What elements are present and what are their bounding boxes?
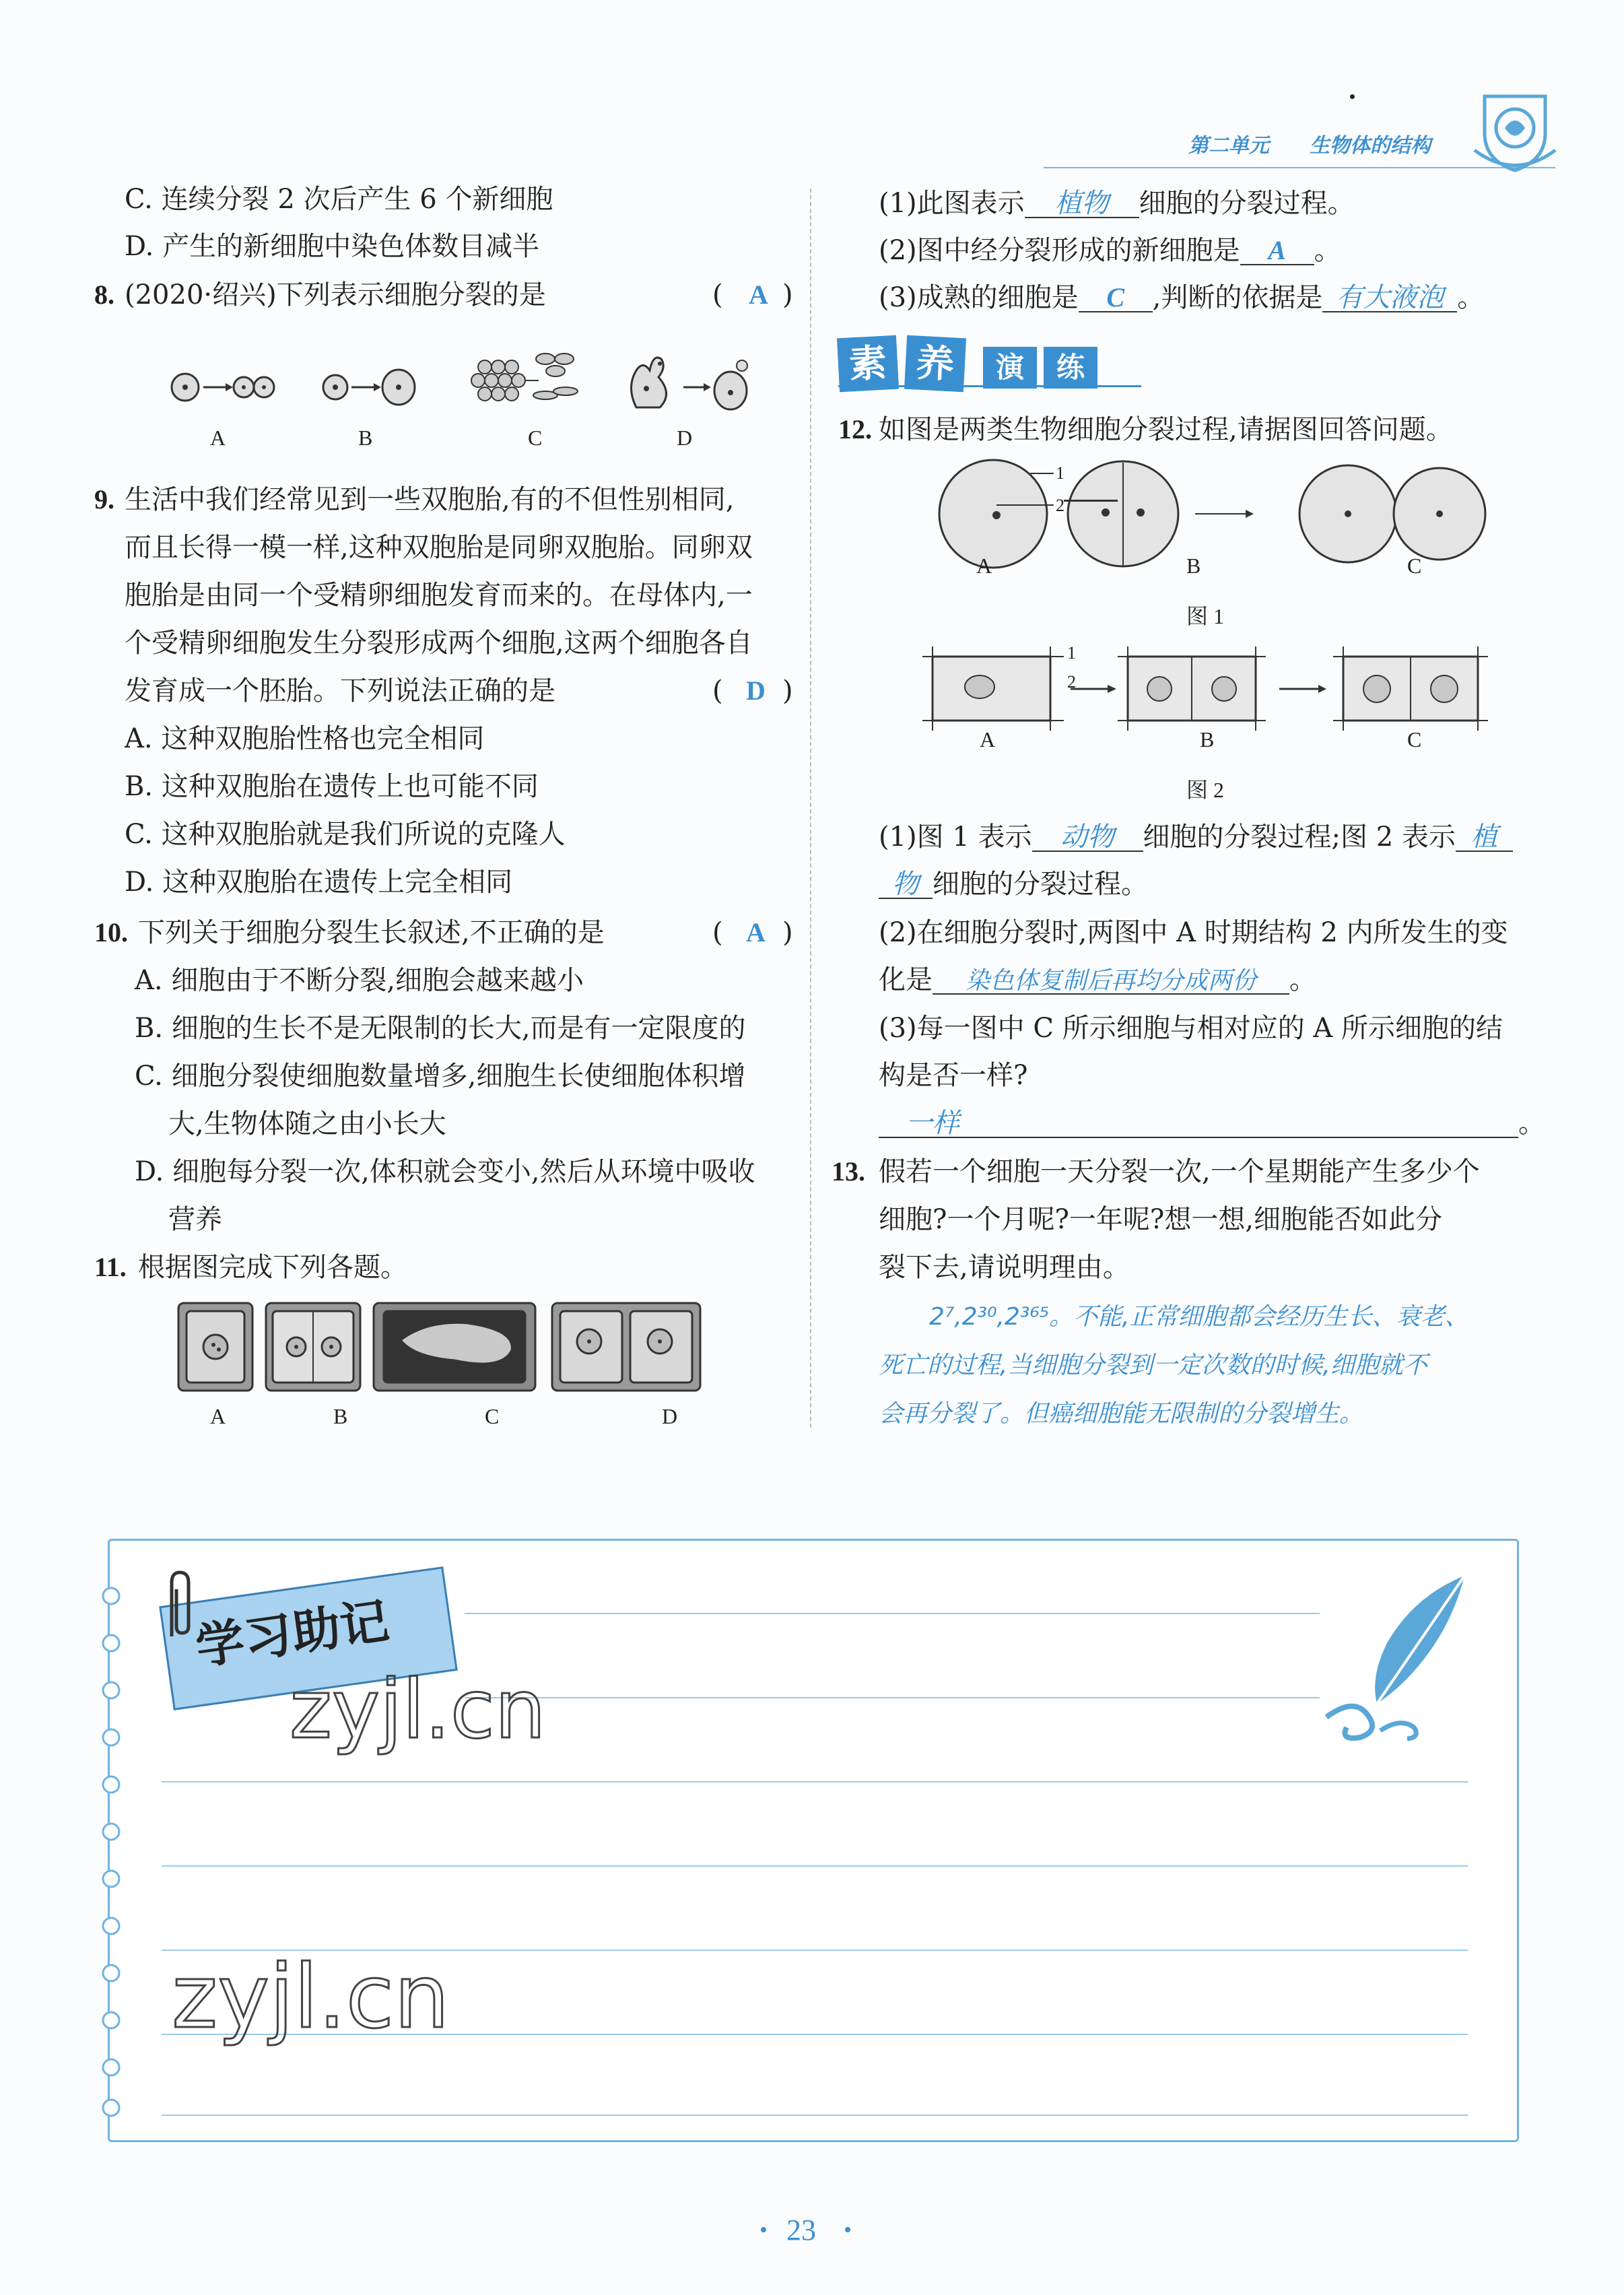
notes-line-3 xyxy=(162,1781,1468,1783)
watermark-2: zyjl.cn xyxy=(172,1945,450,2048)
q8-answer: A xyxy=(749,279,768,310)
q12-fig1-label-b: B xyxy=(1186,554,1201,578)
q7-option-d: D. 产生的新细胞中染色体数目减半 xyxy=(125,231,540,262)
q10-option-d-cont: 营养 xyxy=(168,1204,222,1235)
q12-fig2-label-c: C xyxy=(1407,727,1422,752)
q12-sub1 xyxy=(879,824,1513,852)
q11-label-d: D xyxy=(662,1404,678,1428)
notes-label: 学习助记 xyxy=(192,1592,393,1675)
q12-sub3-line-3 xyxy=(879,1110,1545,1138)
column-divider xyxy=(810,189,811,1428)
watermark-1: zyjl.cn xyxy=(290,1663,546,1757)
q12-fig2-label-b: B xyxy=(1200,727,1215,752)
banner-block-4: 练 xyxy=(1044,347,1097,389)
q10-paren-left: ( xyxy=(712,917,723,948)
q10-paren-right: ) xyxy=(782,917,793,948)
q8-label-b: B xyxy=(358,426,373,450)
q12-sub1-answer-2a: 植 xyxy=(1456,824,1513,852)
q12-fig1-pointer-1: 1 xyxy=(1056,463,1064,483)
q12-sub1-cont xyxy=(879,871,1148,899)
q9-paren-left: ( xyxy=(712,675,723,706)
q11-sub3 xyxy=(879,284,1484,312)
q13-line-3: 裂下去,请说明理由。 xyxy=(879,1252,1130,1283)
q12-fig2-label-a: A xyxy=(980,727,996,752)
banner-block-3: 演 xyxy=(983,347,1037,389)
q11-label-b: B xyxy=(333,1404,348,1428)
q12-sub3-answer: 一样 xyxy=(879,1110,1518,1138)
q12-fig1-label-c: C xyxy=(1407,554,1422,578)
page-number-dot-left xyxy=(761,2227,766,2232)
q10-option-a: A. 细胞由于不断分裂,细胞会越来越小 xyxy=(135,965,584,996)
header-dot xyxy=(1350,94,1355,99)
q11-sub1-answer: 植物 xyxy=(1025,190,1139,218)
notes-binding-rings xyxy=(94,1569,128,2121)
q10-option-c: C. 细胞分裂使细胞数量增多,细胞生长使细胞体积增 xyxy=(135,1061,746,1092)
q10-answer: A xyxy=(746,917,766,947)
q12-fig1-arrow-1 xyxy=(1064,500,1118,502)
header-title: 生物体的结构 xyxy=(1310,134,1431,158)
q12-figure-2 xyxy=(922,643,1495,731)
page-number-dot-right xyxy=(845,2227,850,2232)
q12-fig1-caption: 图 1 xyxy=(1186,604,1225,628)
school-badge-icon xyxy=(1471,86,1559,174)
q8-label-d: D xyxy=(677,426,693,450)
q9-option-c: C. 这种双胞胎就是我们所说的克隆人 xyxy=(125,819,566,850)
q12-sub2-answer: 染色体复制后再均分成两份 xyxy=(933,969,1289,995)
q11-label-a: A xyxy=(210,1404,226,1428)
q11-label-c: C xyxy=(485,1404,500,1428)
q8-paren-right: ) xyxy=(782,279,793,310)
q9-line-4: 个受精卵细胞发生分裂形成两个细胞,这两个细胞各自 xyxy=(125,628,753,659)
q8-number: 8. xyxy=(94,279,114,310)
q13-line-2: 细胞?一个月呢?一年呢?想一想,细胞能否如此分 xyxy=(879,1204,1443,1235)
q8-label-c: C xyxy=(528,426,543,450)
q9-line-3: 胞胎是由同一个受精卵细胞发育而来的。在母体内,一 xyxy=(125,580,753,611)
q12-fig2-caption: 图 2 xyxy=(1186,778,1225,802)
q11-sub2 xyxy=(879,237,1341,265)
q11-figure xyxy=(172,1293,744,1407)
q11-sub2-pre: (2)图中经分裂形成的新细胞是 xyxy=(879,235,1240,266)
q9-line-5: 发育成一个胚胎。下列说法正确的是 xyxy=(125,675,555,706)
notes-line-7 xyxy=(162,2115,1468,2116)
quill-feather-icon xyxy=(1313,1569,1475,1744)
q13-number: 13. xyxy=(832,1156,865,1187)
q12-stem: 如图是两类生物细胞分裂过程,请据图回答问题。 xyxy=(879,414,1453,445)
q11-stem: 根据图完成下列各题。 xyxy=(138,1252,407,1283)
q11-sub1-pre: (1)此图表示 xyxy=(879,188,1025,219)
q9-line-1: 生活中我们经常见到一些双胞胎,有的不但性别相同, xyxy=(125,484,735,515)
q10-option-c-cont: 大,生物体随之由小长大 xyxy=(168,1108,446,1139)
q9-option-d: D. 这种双胞胎在遗传上完全相同 xyxy=(125,867,513,898)
banner-block-2: 养 xyxy=(904,335,966,392)
q12-sub3-line-1: (3)每一图中 C 所示细胞与相对应的 A 所示细胞的结 xyxy=(879,1013,1503,1044)
notes-line-4 xyxy=(162,1865,1468,1867)
q11-sub2-answer: A xyxy=(1240,237,1314,265)
page-number: 23 xyxy=(786,2214,816,2247)
q9-answer: D xyxy=(746,675,766,706)
q12-fig2-pointer-1: 1 xyxy=(1067,643,1076,663)
q8-label-a: A xyxy=(210,426,226,450)
q13-answer-line-2: 死亡的过程,当细胞分裂到一定次数的时候,细胞就不 xyxy=(879,1352,1427,1379)
q7-option-c: C. 连续分裂 2 次后产生 6 个新细胞 xyxy=(125,184,553,215)
q10-option-d: D. 细胞每分裂一次,体积就会变小,然后从环境中吸收 xyxy=(135,1156,755,1187)
q12-fig1-label-a: A xyxy=(976,554,992,578)
q12-sub3-post: 。 xyxy=(1518,1108,1545,1139)
q12-sub2-line-1: (2)在细胞分裂时,两图中 A 时期结构 2 内所发生的变 xyxy=(879,917,1508,948)
q12-sub2-pre: 化是 xyxy=(879,964,933,995)
q12-number: 12. xyxy=(838,414,872,444)
q11-sub3-answer2: 有大液泡 xyxy=(1322,284,1457,312)
q12-sub1-answer-2b: 物 xyxy=(879,871,933,899)
q11-sub3-mid: ,判断的依据是 xyxy=(1152,282,1323,313)
q8-figure xyxy=(162,340,754,428)
q11-sub2-post: 。 xyxy=(1314,235,1341,266)
q12-sub1-mid: 细胞的分裂过程;图 2 表示 xyxy=(1143,822,1456,853)
q8-stem: (2020·绍兴)下列表示细胞分裂的是 xyxy=(125,279,546,310)
q12-sub1-post: 细胞的分裂过程。 xyxy=(933,869,1148,900)
q10-option-b: B. 细胞的生长不是无限制的长大,而是有一定限度的 xyxy=(135,1013,746,1044)
q11-sub1 xyxy=(879,190,1355,218)
q12-sub2-line-2 xyxy=(879,966,1316,995)
q12-fig1-pointer-2: 2 xyxy=(1056,496,1064,515)
section-banner xyxy=(838,337,1141,399)
q13-answer-line-3: 会再分裂了。但癌细胞能无限制的分裂增生。 xyxy=(879,1400,1364,1428)
notes-line-2 xyxy=(465,1697,1320,1698)
q8-paren-left: ( xyxy=(712,279,723,310)
q12-sub1-answer-1: 动物 xyxy=(1032,824,1143,852)
q13-line-1: 假若一个细胞一天分裂一次,一个星期能产生多少个 xyxy=(879,1156,1480,1187)
q9-option-a: A. 这种双胞胎性格也完全相同 xyxy=(125,723,485,754)
q13-answer-line-1: 2⁷,2³⁰,2³⁶⁵。不能,正常细胞都会经历生长、衰老、 xyxy=(929,1303,1469,1331)
q11-sub3-pre: (3)成熟的细胞是 xyxy=(879,282,1079,313)
q9-paren-right: ) xyxy=(782,675,793,706)
q9-number: 9. xyxy=(94,484,114,514)
q11-sub3-answer: C xyxy=(1079,284,1153,312)
q12-sub2-post: 。 xyxy=(1289,964,1316,995)
paperclip-icon xyxy=(158,1569,199,1643)
q9-option-b: B. 这种双胞胎在遗传上也可能不同 xyxy=(125,771,539,802)
q11-sub3-post: 。 xyxy=(1457,282,1485,313)
q9-line-2: 而且长得一模一样,这种双胞胎是同卵双胞胎。同卵双 xyxy=(125,532,753,563)
q10-number: 10. xyxy=(94,917,128,947)
banner-block-1: 素 xyxy=(837,335,899,392)
q12-sub1-pre: (1)图 1 表示 xyxy=(879,822,1032,853)
q12-fig2-pointer-2: 2 xyxy=(1067,672,1076,692)
q11-number: 11. xyxy=(94,1252,127,1282)
notes-line-1 xyxy=(465,1613,1320,1614)
q11-sub1-post: 细胞的分裂过程。 xyxy=(1139,188,1355,219)
q10-stem: 下列关于细胞分裂生长叙述,不正确的是 xyxy=(138,917,605,948)
header-unit: 第二单元 xyxy=(1188,134,1269,158)
q12-sub3-line-2: 构是否一样? xyxy=(879,1060,1028,1091)
q12-figure-1 xyxy=(929,455,1488,576)
